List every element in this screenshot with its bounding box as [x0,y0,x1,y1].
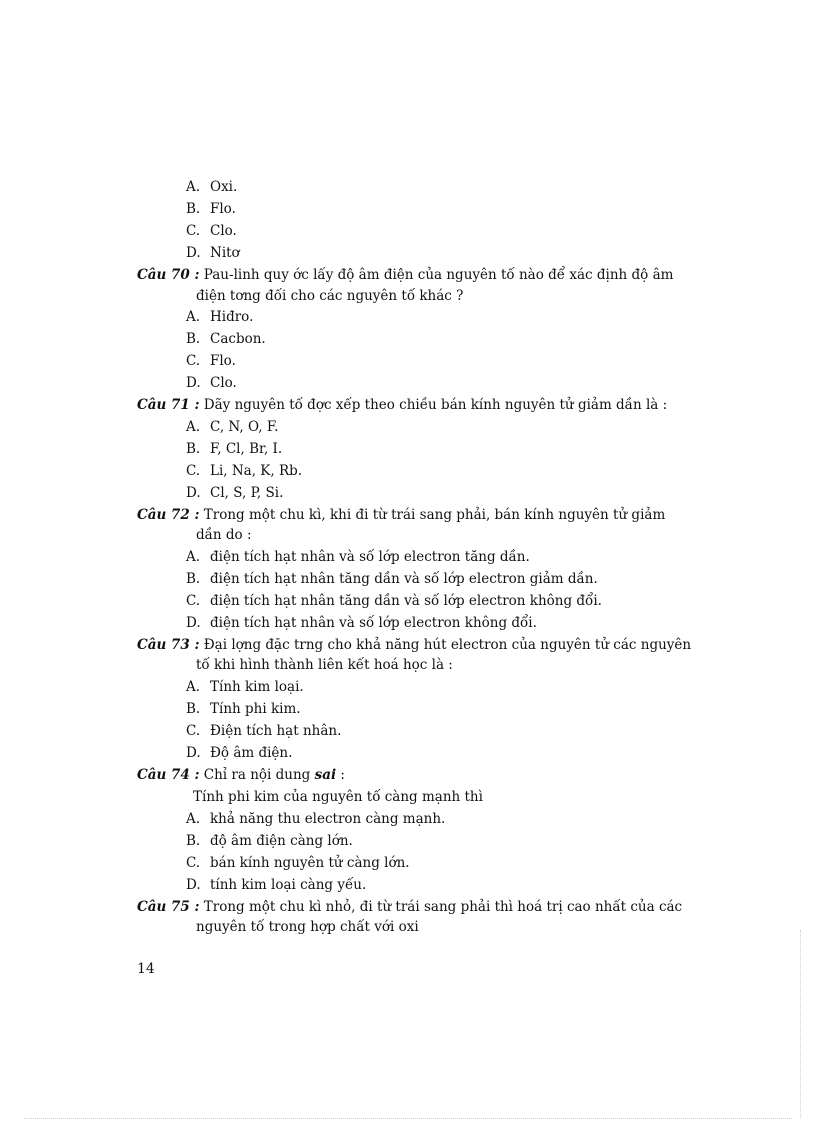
option-letter: A. [186,811,201,827]
q71-option-c [186,462,302,480]
option-letter: D. [186,745,201,761]
option-letter: C. [186,353,201,369]
option-text: điện tích hạt nhân tăng dần và số lớp electron không đổi. [210,593,602,609]
question-text: Chỉ ra nội dung [203,767,315,783]
option-letter: D. [186,485,201,501]
q69-option-c [186,222,237,240]
q72-option-d [186,614,537,632]
q72-option-c [186,592,602,610]
option-letter: D. [186,877,201,893]
q71-option-b [186,440,282,458]
option-text: điện tích hạt nhân tăng dần và số lớp electron giảm dần. [210,571,598,587]
option-letter: B. [186,201,201,217]
question-74 [137,766,345,784]
emphasis-word: sai [314,767,337,783]
option-text: Oxi. [210,179,238,195]
q70-option-d [186,374,237,392]
question-text: Dãy nguyên tố đợc xếp theo chiều bán kính nguyên tử giảm dần là : [203,397,668,413]
question-label: Câu 70 : [137,267,200,283]
option-letter: C. [186,463,201,479]
q74-option-c [186,854,410,872]
option-text: Clo. [210,375,237,391]
question-text: Đại lợng đặc trng cho khả năng hút electron của nguyên tử các nguyên [203,637,692,653]
q69-option-d [186,244,240,262]
question-74-stem: Tính phi kim của nguyên tố càng mạnh thì [193,789,483,805]
option-text: Nitơ [210,245,240,261]
q73-option-a [186,678,304,696]
page-edge-rule [800,930,801,1118]
page-number: 14 [137,961,155,977]
question-75-continuation: nguyên tố trong hợp chất với oxi [196,919,419,935]
option-letter: D. [186,615,201,631]
q71-option-a [186,418,278,436]
option-text: Cacbon. [210,331,266,347]
option-text: Điện tích hạt nhân. [210,723,342,739]
page-bottom-rule [24,1118,792,1119]
option-letter: A. [186,309,201,325]
option-text: Clo. [210,223,237,239]
q69-option-a [186,178,237,196]
option-text: Tính kim loại. [210,679,304,695]
option-letter: B. [186,571,201,587]
question-73 [137,636,691,654]
option-text: khả năng thu electron càng mạnh. [210,811,446,827]
option-text: Hiđro. [210,309,254,325]
option-text: C, N, O, F. [210,419,279,435]
q74-option-d [186,876,366,894]
option-letter: A. [186,179,201,195]
option-letter: A. [186,419,201,435]
question-label: Câu 75 : [137,899,200,915]
option-text: Tính phi kim. [210,701,301,717]
option-text: bán kính nguyên tử càng lớn. [210,855,410,871]
option-text: Độ âm điện. [210,745,293,761]
option-letter: C. [186,855,201,871]
q73-option-d [186,744,292,762]
question-70 [137,266,673,284]
question-73-continuation: tố khi hình thành liên kết hoá học là : [196,657,453,673]
question-text: Trong một chu kì nhỏ, đi từ trái sang phải thì hoá trị cao nhất của các [203,899,683,915]
option-text: điện tích hạt nhân và số lớp electron tăng dần. [210,549,530,565]
option-text: Cl, S, P, Si. [210,485,284,501]
option-letter: B. [186,441,201,457]
q74-option-a [186,810,445,828]
option-text: Li, Na, K, Rb. [210,463,303,479]
q73-option-c [186,722,341,740]
q70-option-a [186,308,253,326]
question-70-continuation: điện tơng đối cho các nguyên tố khác ? [196,288,464,304]
q69-option-b [186,200,236,218]
option-letter: B. [186,833,201,849]
q72-option-a [186,548,530,566]
q73-option-b [186,700,301,718]
option-letter: B. [186,701,201,717]
question-label: Câu 72 : [137,507,200,523]
q70-option-c [186,352,236,370]
question-label: Câu 71 : [137,397,200,413]
question-72-continuation: dần do : [196,527,252,543]
option-letter: B. [186,331,201,347]
question-72 [137,506,665,524]
option-text: điện tích hạt nhân và số lớp electron không đổi. [210,615,537,631]
option-text: Flo. [210,353,236,369]
question-75 [137,898,682,916]
question-label: Câu 74 : [137,767,200,783]
option-letter: A. [186,549,201,565]
option-text: tính kim loại càng yếu. [210,877,367,893]
option-letter: C. [186,223,201,239]
option-letter: A. [186,679,201,695]
q70-option-b [186,330,266,348]
question-text-end: : [336,767,345,783]
option-text: Flo. [210,201,236,217]
option-text: F, Cl, Br, I. [210,441,283,457]
option-text: độ âm điện càng lớn. [210,833,353,849]
question-text: Trong một chu kì, khi đi từ trái sang phải, bán kính nguyên tử giảm [203,507,666,523]
option-letter: C. [186,593,201,609]
q71-option-d [186,484,283,502]
q72-option-b [186,570,598,588]
question-text: Pau-linh quy ớc lấy độ âm điện của nguyên tố nào để xác định độ âm [203,267,674,283]
q74-option-b [186,832,353,850]
option-letter: D. [186,375,201,391]
option-letter: C. [186,723,201,739]
question-label: Câu 73 : [137,637,200,653]
option-letter: D. [186,245,201,261]
question-71 [137,396,667,414]
